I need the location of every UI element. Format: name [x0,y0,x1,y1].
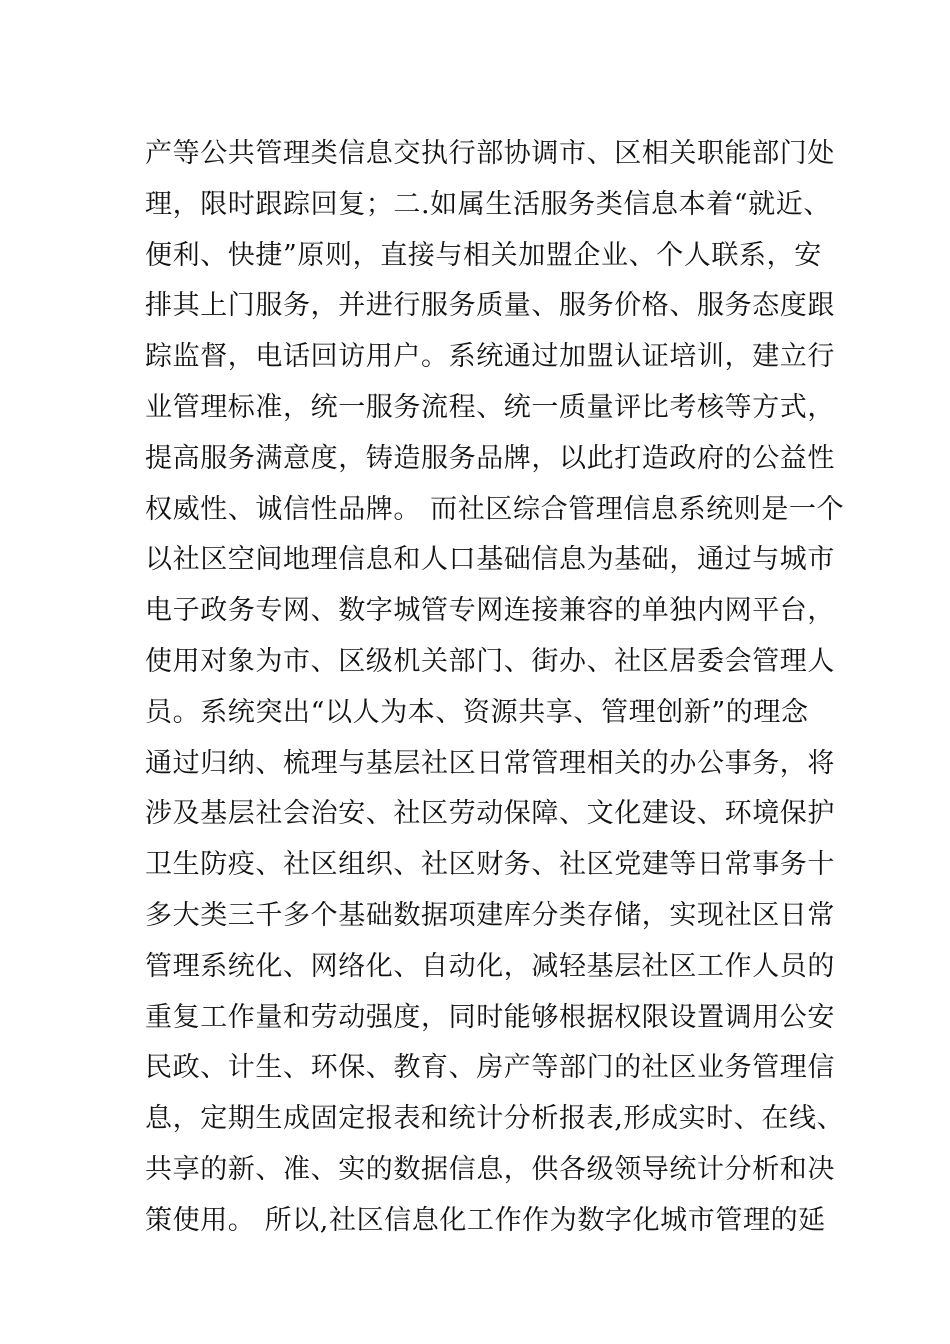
text-line: 电子政务专网、数字城管专网连接兼容的单独内网平台， [145,595,835,627]
text-line: 通过归纳、梳理与基层社区日常管理相关的办公事务，将 [145,747,835,779]
text-line: 排其上门服务，并进行服务质量、服务价格、服务态度跟 [145,290,835,322]
text-line: 权威性、诚信性品牌。 而社区综合管理信息系统则是一个 [145,493,845,525]
text-line: 管理系统化、网络化、自动化，减轻基层社区工作人员的 [145,950,835,982]
text-line: 卫生防疫、社区组织、社区财务、社区党建等日常事务十 [145,849,835,881]
text-line: 重复工作量和劳动强度，同时能够根据权限设置调用公安 [145,1001,835,1033]
text-line: 共享的新、准、实的数据信息，供各级领导统计分析和决 [145,1153,835,1185]
text-line: 民政、计生、环保、教育、房产等部门的社区业务管理信 [145,1052,835,1084]
text-line: 息，定期生成固定报表和统计分析报表,形成实时、在线、 [145,1103,845,1135]
text-line: 涉及基层社会治安、社区劳动保障、文化建设、环境保护 [145,798,835,830]
text-line: 以社区空间地理信息和人口基础信息为基础，通过与城市 [145,544,835,576]
body-text [145,129,845,1247]
text-line: 踪监督，电话回访用户。系统通过加盟认证培训，建立行 [145,341,835,373]
text-line: 便利、快捷”原则，直接与相关加盟企业、个人联系，安 [145,239,822,271]
text-line: 使用对象为市、区级机关部门、街办、社区居委会管理人 [145,645,835,677]
text-line: 理，限时跟踪回复；二.如属生活服务类信息本着“就近、 [145,188,831,220]
text-line: 产等公共管理类信息交执行部协调市、区相关职能部门处 [145,138,835,169]
text-line: 策使用。 所以,社区信息化工作作为数字化城市管理的延 [145,1204,826,1236]
text-line: 提高服务满意度，铸造服务品牌，以此打造政府的公益性 [145,442,835,474]
text-line: 多大类三千多个基础数据项建库分类存储，实现社区日常 [145,899,835,931]
text-line: 员。系统突出“以人为本、资源共享、管理创新”的理念 [145,696,809,728]
text-line: 业管理标准，统一服务流程、统一质量评比考核等方式， [145,391,835,423]
